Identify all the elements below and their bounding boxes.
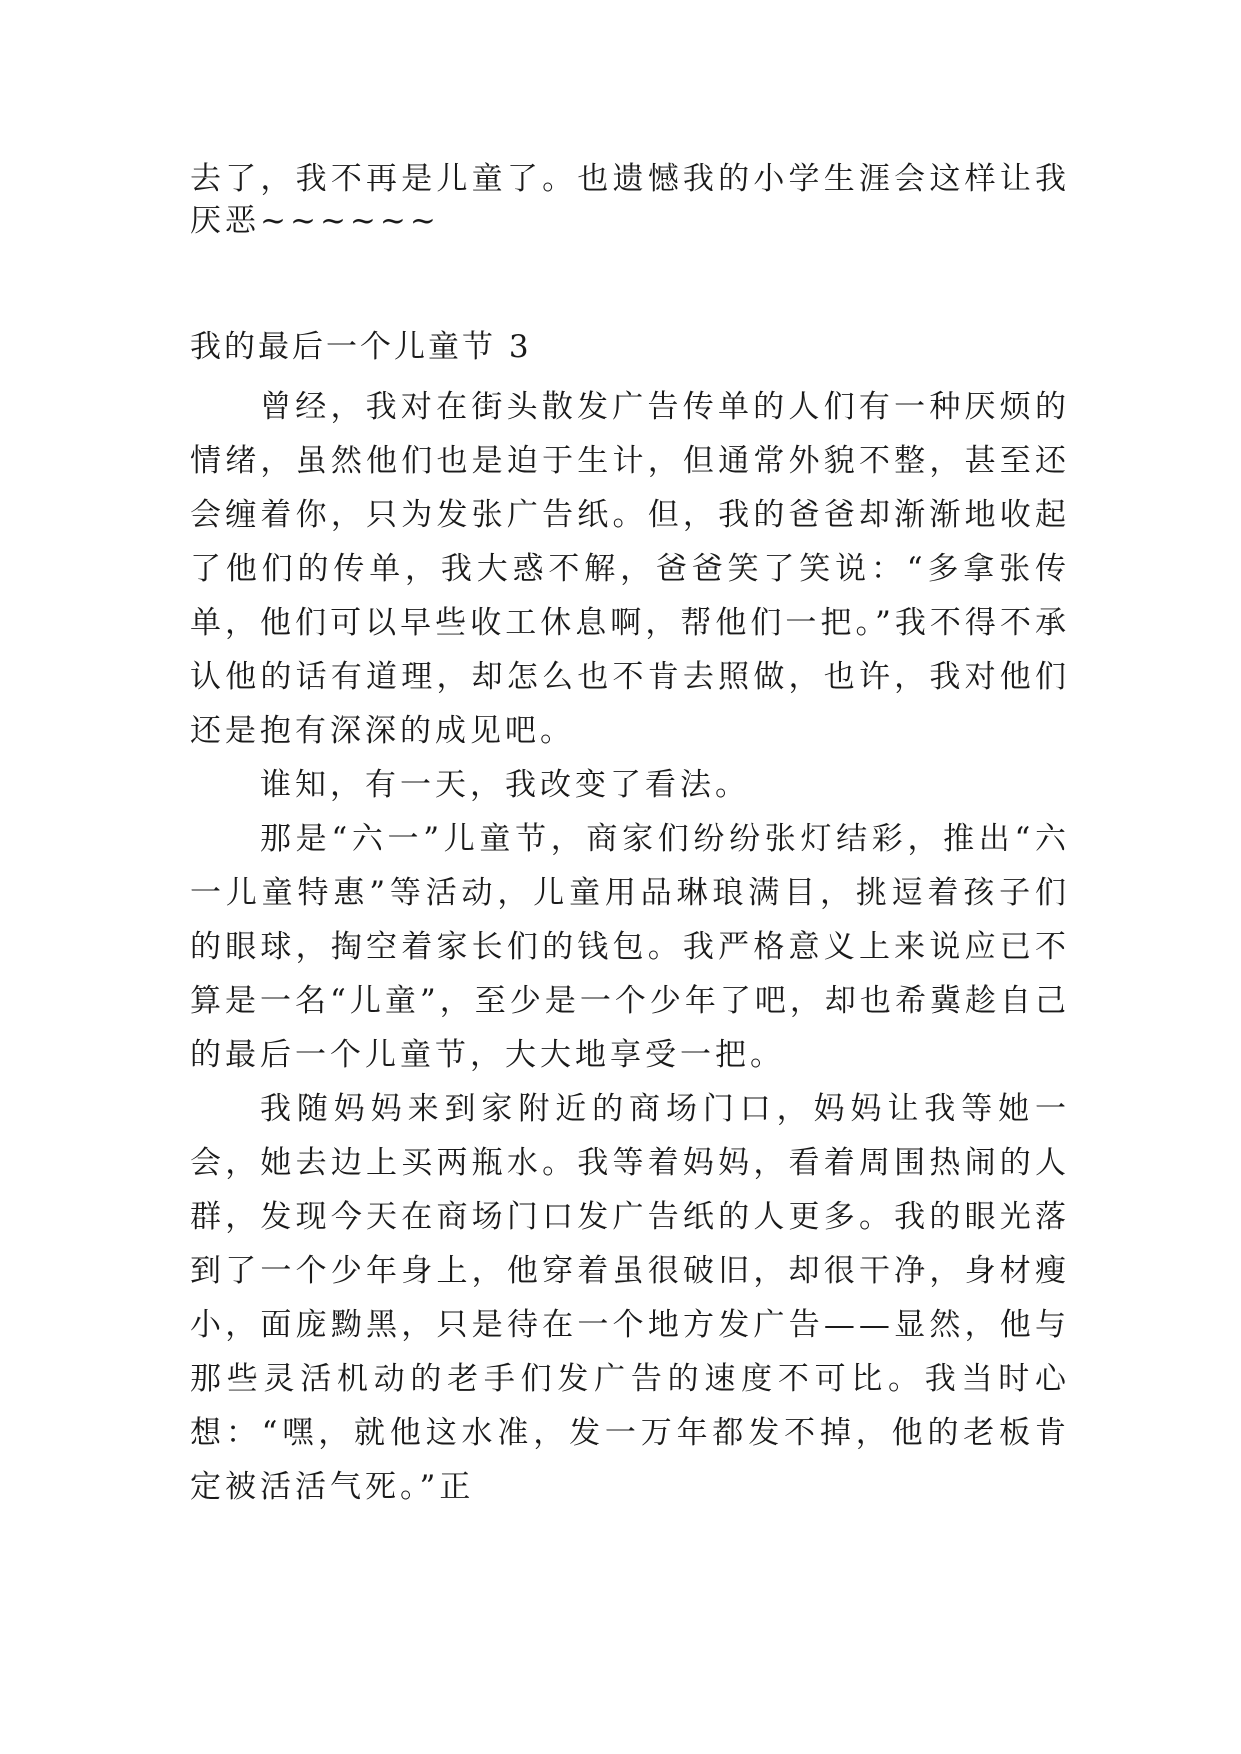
body-paragraph-continued: 去了，我不再是儿童了。也遗憾我的小学生涯会这样让我厌恶~~~~~~ (190, 161, 1070, 239)
body-paragraph: 我随妈妈来到家附近的商场门口，妈妈让我等她一会，她去边上买两瓶水。我等着妈妈，看着周围热闹的人群，发现今天在商场门口发广告纸的人更多。我的眼光落到了一个少年身上，他穿着虽很破旧，却很干净，身材瘦小，面庞黝黑，只是待在一个地方发广告——显然，他与那些灵活机动的老手们发广告的速度不可比。我当时心想：“嘿，就他这水准，发一万年都发不掉，他的老板肯定被活活气死。”正 (190, 1091, 1070, 1505)
body-paragraph: 谁知，有一天，我改变了看法。 (260, 767, 750, 803)
body-paragraph: 那是“六一”儿童节，商家们纷纷张灯结彩，推出“六一儿童特惠”等活动，儿童用品琳琅满目，挑逗着孩子们的眼球，掏空着家长们的钱包。我严格意义上来说应已不算是一名“儿童”，至少是一个少年了吧，却也希冀趁自己的最后一个儿童节，大大地享受一把。 (190, 821, 1070, 1073)
section-heading: 我的最后一个儿童节 3 (190, 329, 532, 365)
document-body (190, 158, 1070, 1514)
body-paragraph: 曾经，我对在街头散发广告传单的人们有一种厌烦的情绪，虽然他们也是迫于生计，但通常外貌不整，甚至还会缠着你，只为发张广告纸。但，我的爸爸却渐渐地收起了他们的传单，我大惑不解，爸爸笑了笑说：“多拿张传单，他们可以早些收工休息啊，帮他们一把。”我不得不承认他的话有道理，却怎么也不肯去照做，也许，我对他们还是抱有深深的成见吧。 (190, 389, 1070, 749)
